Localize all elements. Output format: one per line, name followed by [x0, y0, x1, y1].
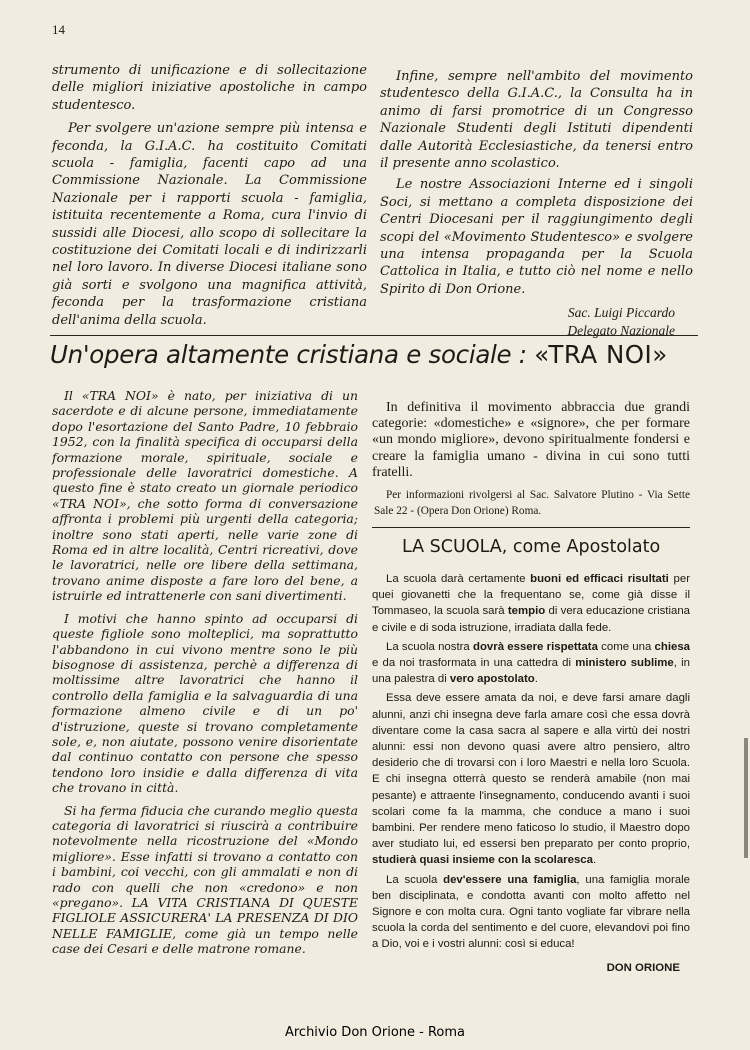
tra-noi-headline [50, 340, 700, 369]
paragraph: Le nostre Associazioni Interne ed i singoli Soci, si mettano a completa disposizione dei Centri Diocesani per il raggiungimento degli scopi del «Movimento Studentesco» e svolgere una intensa propaganda per la Scuola Cattolica in Italia, e tutto ciò nel nome e nello Spirito di Don Orione. [380, 177, 693, 297]
paragraph: I motivi che hanno spinto ad occuparsi di queste figliole sono molteplici, ma soprattutto l'abbandono in cui vivono mentre sono le più bisognose di assistenza, perchè a differenza di moltissime altre lavoratrici che hanno il controllo della famiglia e la salvaguardia di una formazione almeno civile e di un po' d'istruzione, queste si trovano completamente sole, e, non aiutate, possono venire disorientate dal continuo contatto con persone che spesso tendono loro insidie e dalla differenza di vita che trovano in città. [52, 610, 358, 796]
giac-article-conclusion [380, 68, 693, 339]
paragraph: Infine, sempre nell'ambito del movimento studentesco della G.I.A.C., la Consulta ha in animo di farsi promotrice di un Congresso Nazionale Studenti degli Istituti dipendenti dalle Autorità Ecclesiastiche, da tenersi entro il presente anno scolastico. [380, 69, 693, 172]
archive-footer [0, 1017, 750, 1050]
paragraph: La scuola nostra dovrà essere rispettata come una chiesa e da noi trasformata in una cattedra di ministero sublime, in una palestra di vero apostolato. [372, 640, 691, 686]
scuola-article [372, 571, 690, 953]
page-number: 14 [52, 22, 65, 37]
tra-noi-article-right [372, 400, 690, 481]
paragraph: La scuola darà certamente buoni ed efficaci risultati per quei giovanetti che la frequentano se, come già disse il Tommaseo, la scuola sarà tempio di vera educazione cristiana e civile e di soda istruzione, irradiata dalla fede. [372, 573, 690, 634]
signature-name: Sac. Luigi Piccardo [567, 305, 675, 321]
tra-noi-article-left [52, 388, 358, 957]
page-edge-shadow [744, 738, 748, 858]
paragraph: Si ha ferma fiducia che curando meglio questa categoria di lavoratrici si riuscirà a contribuire notevolmente nella ricostruzione del «Mondo migliore». Esse infatti si trovano a contatto con i bambini, coi vecchi, con gli ammalati e non di rado con quelli che non «credono» e non «pregano». LA VITA CRISTIANA DI QUESTE FIGLIOLE ASSICURERA' LA PRESENZA DI DIO NELLE FAMIGLIE, come già un tempo nelle case dei Cesari e delle matrone romane. [52, 802, 358, 957]
headline-lead: Un'opera altamente cristiana e sociale : [50, 340, 535, 369]
headline-brand: «TRA NOI» [534, 340, 668, 369]
contact-info: Per informazioni rivolgersi al Sac. Salvatore Plutino - Via Sette Sale 22 - (Opera Don Orione) Roma. [374, 489, 690, 517]
giac-article-continuation [52, 62, 367, 329]
footer-text: Archivio Don Orione - Roma [284, 1025, 466, 1040]
signature-role: Delegato Nazionale [567, 322, 675, 338]
box-divider [372, 527, 690, 528]
paragraph: Essa deve essere amata da noi, e deve farsi amare dagli alunni, anzi chi insegna deve farla amare così che essa dovrà diventare come la casa sacra al sapere e alla virtù dei nostri alunni: essi non devono quasi avere altro pensiero, altro desiderio che di trovarsi con i loro Maestri e nella loro Scuola. E chi insegna otterrà questo se renderà amabile (non mai pesante) e attraente l'insegnamento, conducendo avanti i suoi scolari come fa la mamma, che conduce a mano i suoi bambini. Per rendere meno faticoso lo studio, il Maestro dopo aver studiato lui, ed essersi ben preparato per conto proprio, studierà quasi insieme con la scolaresca. [372, 692, 690, 867]
scuola-signature: DON ORIONE [606, 962, 680, 974]
paragraph: La scuola dev'essere una famiglia, una famiglia morale ben disciplinata, e condotta avanti con molto affetto nel Signore e con molta cura. Ogni tanto vogliate far vibrare nella scuola la corda del sentimento e del cuore, elevandovi poi fino a Dio, voi e i vostri alunni: così si educa! [372, 873, 690, 951]
section-divider [50, 335, 698, 336]
paragraph: strumento di unificazione e di sollecitazione delle migliori iniziative apostoliche in campo studentesco. [52, 63, 367, 113]
paragraph: In definitiva il movimento abbraccia due grandi categorie: «domestiche» e «signore», che per formare «un mondo migliore», devono spiritualmente fondersi e creare la famiglia umano - divina in cui sono tutti fratelli. [372, 400, 690, 480]
paragraph: Il «TRA NOI» è nato, per iniziativa di un sacerdote e di alcune persone, immediatamente dopo l'esortazione del Santo Padre, 10 febbraio 1952, con la finalità specifica di occuparsi della formazione morale, spirituale, sociale e professionale delle lavoratrici domestiche. A questo fine è stato creato un giornale periodico «TRA NOI», che sotto forma di conversazione affronta i problemi più urgenti della categoria; inoltre sono stati aperti, nelle varie zone di Roma ed in altre località, Centri ricreativi, dove le lavoratrici, nelle ore libere della settimana, trovano anime disposte a fare loro del bene, a istruirle ed intrattenerle con sani divertimenti. [52, 388, 358, 604]
scuola-title: LA SCUOLA, come Apostolato [402, 537, 661, 557]
paragraph: Per svolgere un'azione sempre più intensa e feconda, la G.I.A.C. ha costituito Comitati scuola - famiglia, facenti capo ad una Commissione Nazionale. La Commissione Nazionale per i rapporti scuola - famiglia, istituita recentemente a Roma, cura l'invio di sussidi alle Diocesi, allo scopo di sollecitare la costituzione dei Comitati locali e di indirizzarli nel loro lavoro. In diverse Diocesi italiane sono già sorti e svolgono una magnifica attività, feconda per la trasformazione cristiana dell'anima della scuola. [52, 121, 367, 328]
